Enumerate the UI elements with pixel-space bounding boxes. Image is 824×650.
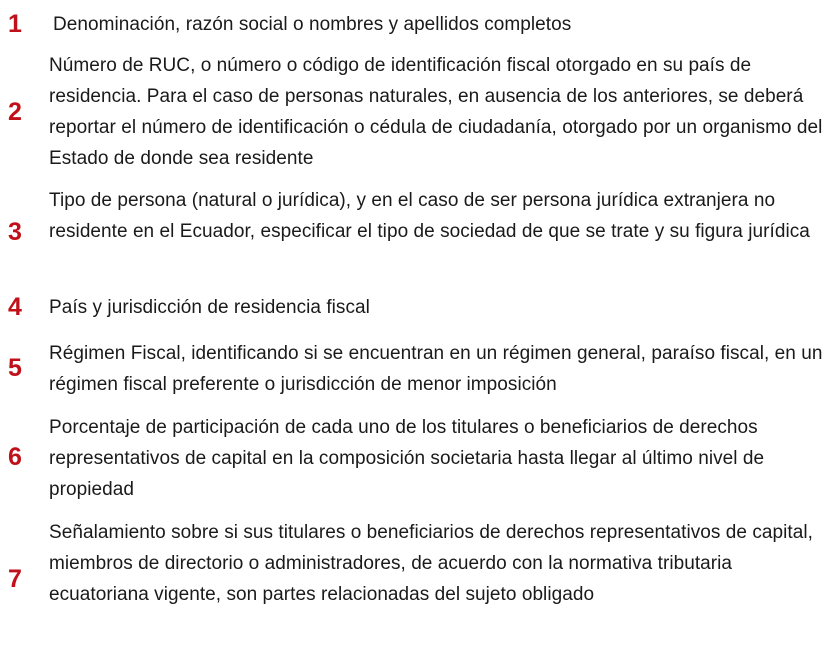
item-number: 3 bbox=[8, 218, 22, 246]
item-number: 7 bbox=[8, 565, 22, 593]
list-item bbox=[0, 412, 824, 506]
item-number: 4 bbox=[8, 293, 22, 321]
item-text: Tipo de persona (natural o jurídica), y en el caso de ser persona jurídica extranjera no residente en el Ecuador, especificar el tipo de sociedad de que se trate y su figura jurídica bbox=[49, 190, 810, 242]
item-text: Régimen Fiscal, identificando si se encuentran en un régimen general, paraíso fiscal, en un régimen fiscal preferente o jurisdicción de menor imposición bbox=[49, 343, 823, 395]
list-item bbox=[0, 338, 824, 401]
list-item bbox=[0, 517, 824, 643]
list-item bbox=[0, 185, 824, 279]
list-item bbox=[0, 8, 824, 42]
item-text: Denominación, razón social o nombres y apellidos completos bbox=[53, 14, 572, 35]
item-text: Número de RUC, o número o código de identificación fiscal otorgado en su país de residencia. Para el caso de personas naturales, en ausencia de los anteriores, se deberá reportar el número de identificación o cédula de ciudadanía, otorgado por un organismo del Estado de donde sea residente bbox=[49, 55, 823, 169]
item-number: 5 bbox=[8, 354, 22, 382]
item-text: Señalamiento sobre si sus titulares o beneficiarios de derechos representativos de capital, miembros de directorio o administradores, de acuerdo con la normativa tributaria ecuatoriana vigente, son partes relacionadas del sujeto obligado bbox=[49, 522, 813, 605]
list-item bbox=[0, 50, 824, 176]
item-number: 1 bbox=[8, 10, 22, 38]
item-number: 2 bbox=[8, 98, 22, 126]
list-item bbox=[0, 292, 824, 324]
item-number: 6 bbox=[8, 443, 22, 471]
item-text: País y jurisdicción de residencia fiscal bbox=[49, 297, 370, 318]
item-text: Porcentaje de participación de cada uno de los titulares o beneficiarios de derechos representativos de capital en la composición societaria hasta llegar al último nivel de propiedad bbox=[49, 417, 765, 500]
